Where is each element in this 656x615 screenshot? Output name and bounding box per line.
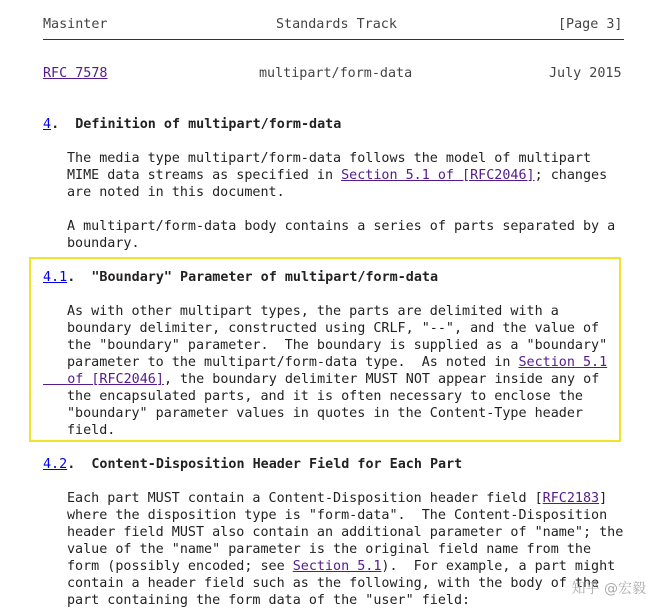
text-span: ; changes (534, 168, 608, 183)
section-4-p2-line2: boundary. (67, 236, 140, 251)
section-4-p1-line1: The media type multipart/form-data follows the model of multipart (67, 151, 592, 166)
section-4-2-line7: part containing the form data of the "user" field: (67, 593, 471, 608)
page-header-status: Standards Track (276, 17, 397, 32)
rfc2183-link[interactable]: RFC2183 (542, 491, 600, 506)
page-header-author: Masinter (43, 17, 108, 32)
section-4-1-anchor-link[interactable]: 4.1 (43, 270, 68, 285)
section-4-1-line5 (43, 371, 599, 388)
text-span: , the boundary delimiter MUST NOT appear inside any of (163, 372, 600, 387)
section-4-1-line7: "boundary" parameter values in quotes in the Content-Type header (67, 406, 583, 421)
rfc2046-link-text[interactable]: of [RFC2046] (67, 372, 164, 387)
section-4-2-heading: 4.2. Content-Disposition Header Field for Each Part (43, 457, 463, 472)
section-4-1-line3: the "boundary" parameter. The boundary is supplied as a "boundary" (67, 338, 608, 353)
section-4-title: Definition of multipart/form-data (75, 117, 342, 132)
rfc-title: multipart/form-data (259, 66, 413, 81)
page-divider (43, 39, 624, 40)
section-4-2-line3: header field MUST also contain an additional parameter of "name"; the (67, 525, 624, 540)
section-4-1-line6: the encapsulated parts, and it is often necessary to enclose the (67, 389, 583, 404)
text-span: parameter to the multipart/form-data type. As noted in (67, 355, 519, 370)
section-4-1-heading: 4.1. "Boundary" Parameter of multipart/form-data (43, 270, 439, 285)
section-4-heading: 4. Definition of multipart/form-data (43, 117, 342, 132)
text-span: form (possibly encoded; see (67, 559, 293, 574)
section-4-p2-line1: A multipart/form-data body contains a series of parts separated by a (67, 219, 616, 234)
section-5-1-link[interactable]: Section 5.1 (518, 355, 608, 370)
section-4-1-line1: As with other multipart types, the parts are delimited with a (67, 304, 559, 319)
page-header-page-number: [Page 3] (558, 17, 623, 32)
section-4-2-line6: contain a header field such as the following, with the body of the (67, 576, 600, 591)
rfc2046-link[interactable] (43, 372, 164, 387)
section-4-1-line4 (67, 354, 607, 371)
section-4-2-anchor-link[interactable]: 4.2 (43, 457, 68, 472)
text-span: MIME data streams as specified in (67, 168, 342, 183)
text-span: ] (599, 491, 608, 506)
section-4-1-line2: boundary delimiter, constructed using CRLF, "--", and the value of (67, 321, 600, 336)
section-5-1-rfc2046-link[interactable]: Section 5.1 of [RFC2046] (341, 168, 535, 183)
section-4-p1-line3: are noted in this document. (67, 185, 285, 200)
section-4-anchor-link[interactable]: 4 (43, 117, 52, 132)
rfc-number-link[interactable]: RFC 7578 (43, 66, 108, 81)
section-4-2-line5 (67, 558, 615, 575)
section-4-2-title: Content-Disposition Header Field for Each Part (91, 457, 463, 472)
text-span: Each part MUST contain a Content-Disposition header field [ (67, 491, 543, 506)
section-4-2-line1 (67, 490, 607, 507)
section-4-2-line2: where the disposition type is "form-data". The Content-Disposition (67, 508, 608, 523)
section-4-p1-line2 (67, 167, 607, 184)
rfc-date: July 2015 (549, 66, 622, 81)
section-5-1-link-2[interactable]: Section 5.1 (292, 559, 382, 574)
section-4-1-line8: field. (67, 423, 116, 438)
section-4-1-title: "Boundary" Parameter of multipart/form-data (91, 270, 439, 285)
section-4-2-line4: value of the "name" parameter is the original field name from the (67, 542, 592, 557)
watermark: 知乎 @宏毅 (571, 581, 646, 597)
text-span: ). For example, a part might (381, 559, 616, 574)
